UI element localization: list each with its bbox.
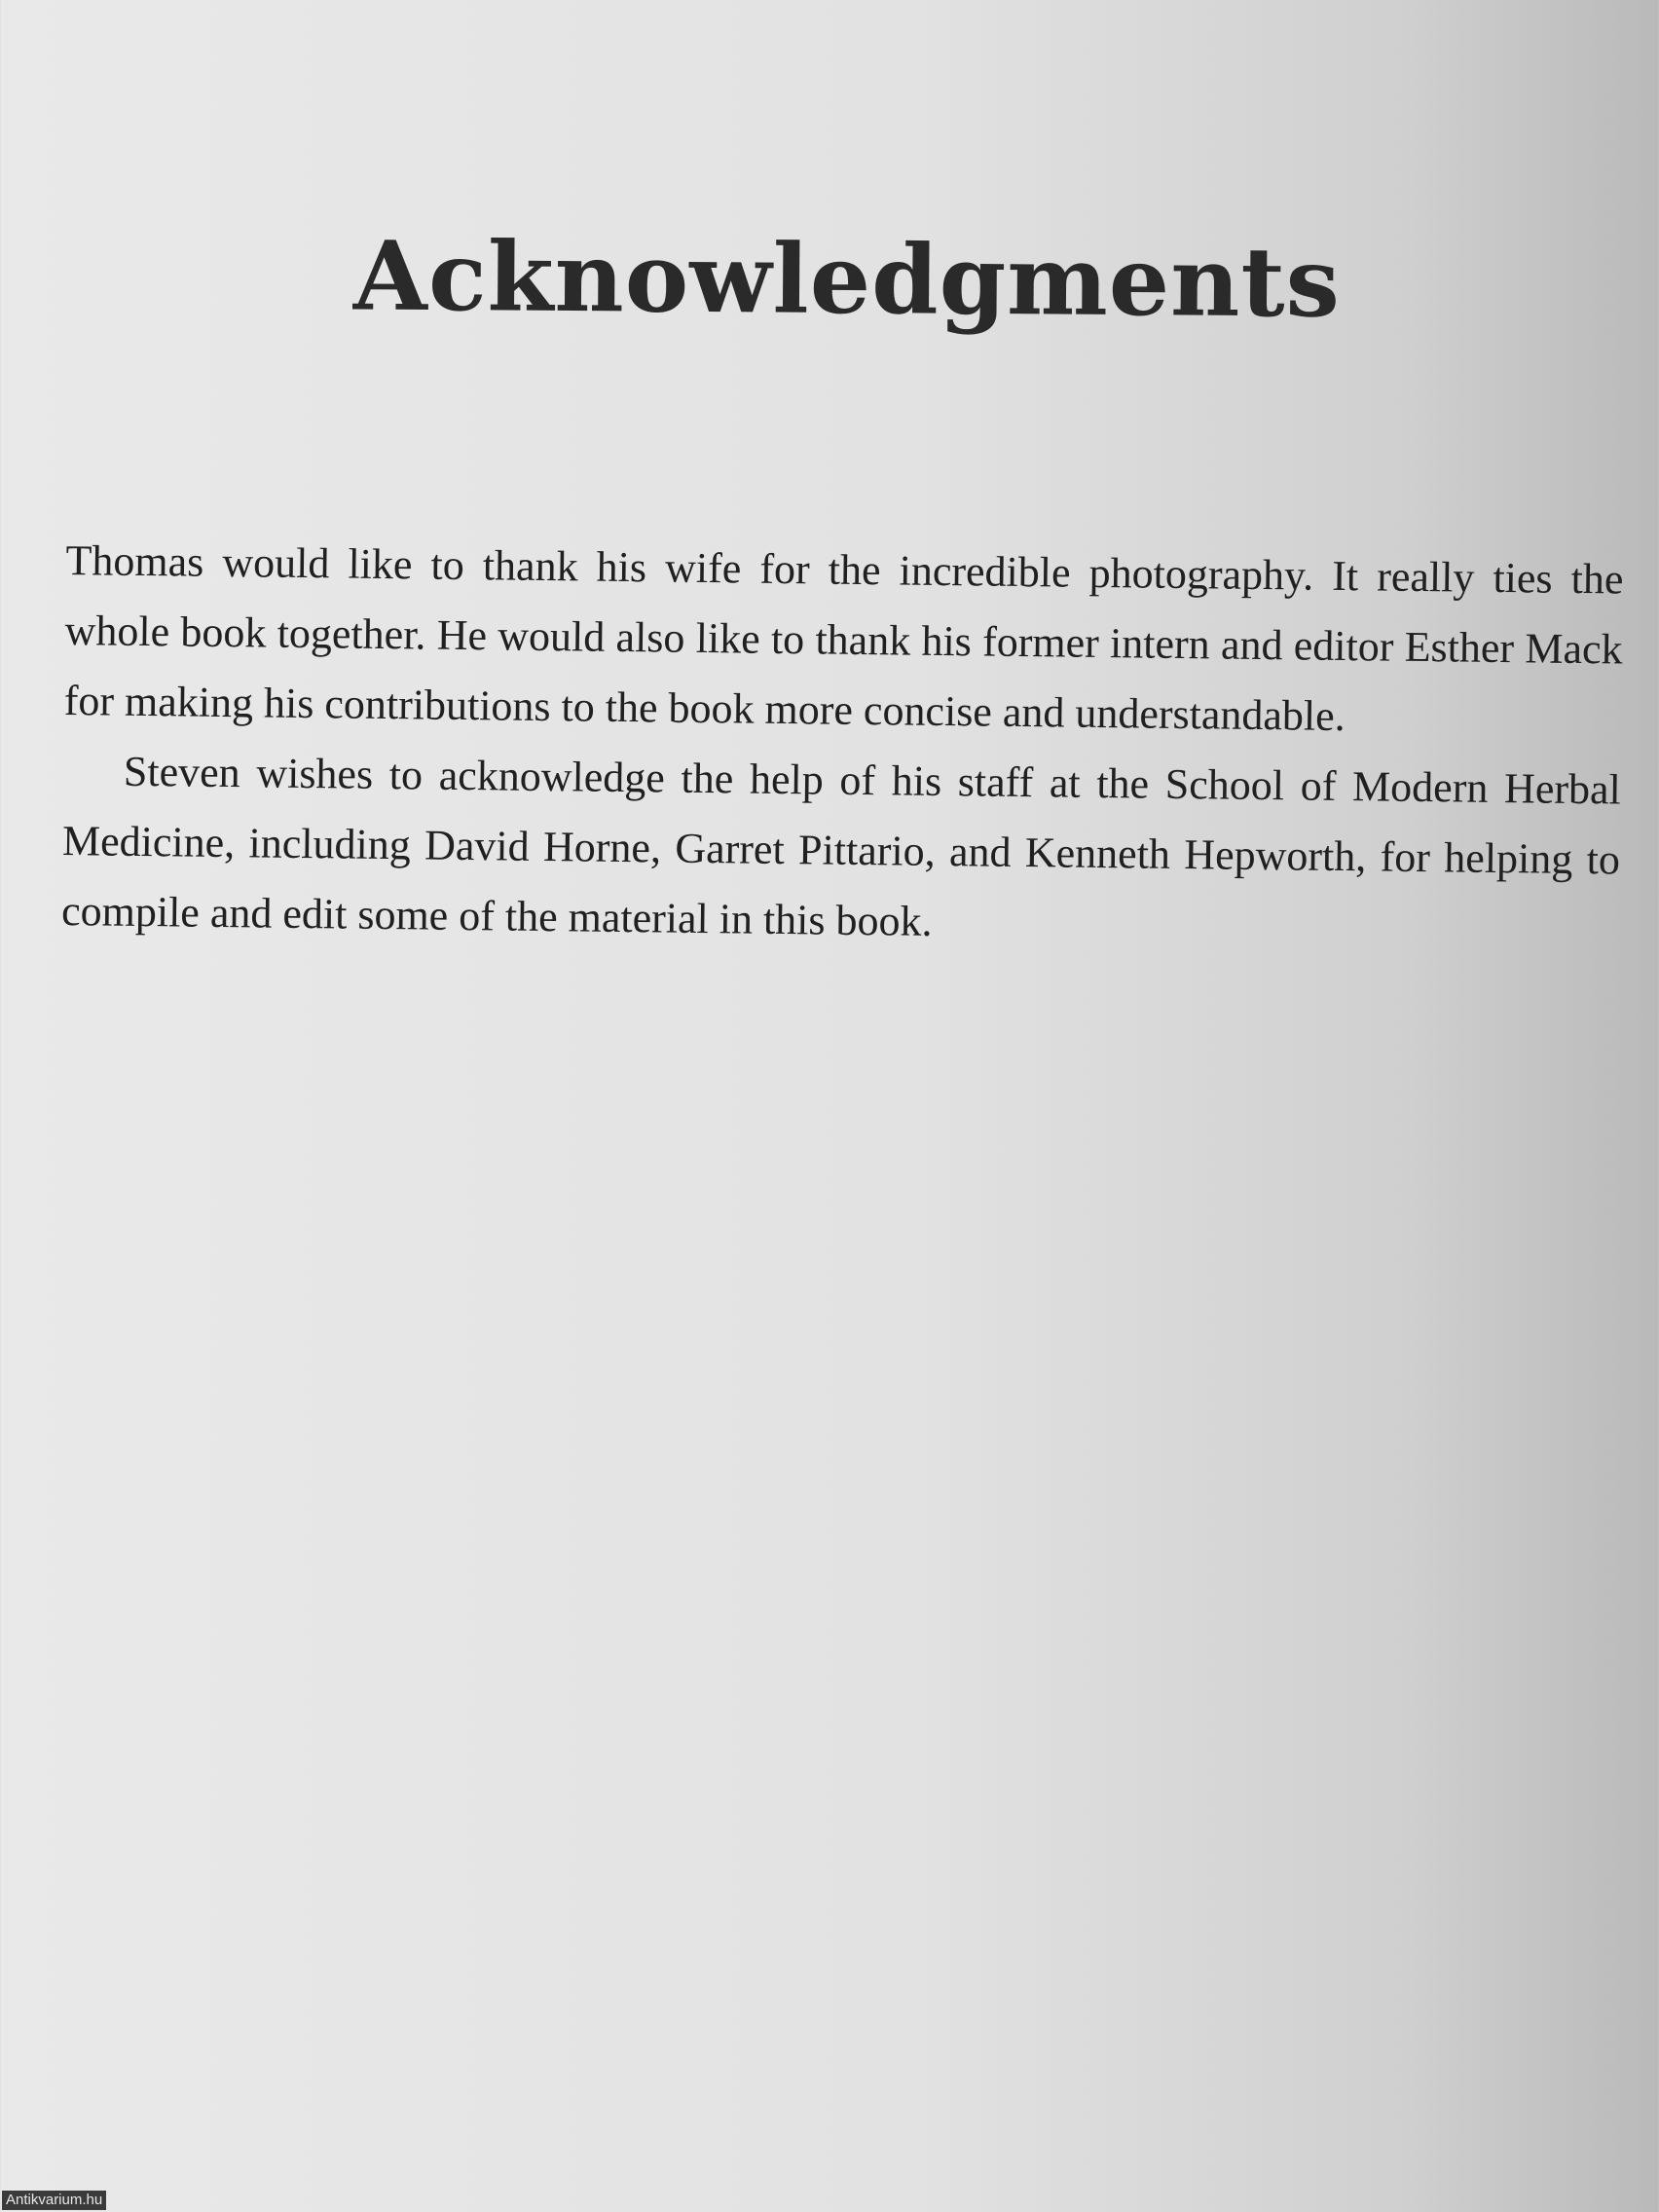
- watermark-label: Antikvarium.hu: [2, 2191, 106, 2210]
- paragraph-thomas: Thomas would like to thank his wife for the incredible photography. It really ties the whole book together. He would also like to thank his former intern and editor Esther Mack for making his contributions to the book more concise and understandable.: [63, 535, 1624, 741]
- page-title: Acknowledgments: [352, 220, 1342, 340]
- paragraph-steven: Steven wishes to acknowledge the help of his staff at the School of Modern Herbal Medicine, including David Horne, Garret Pittario, and Kenneth Hepworth, for helping to compile and edit some of the material in this book.: [60, 747, 1622, 945]
- acknowledgments-body: [61, 526, 1624, 966]
